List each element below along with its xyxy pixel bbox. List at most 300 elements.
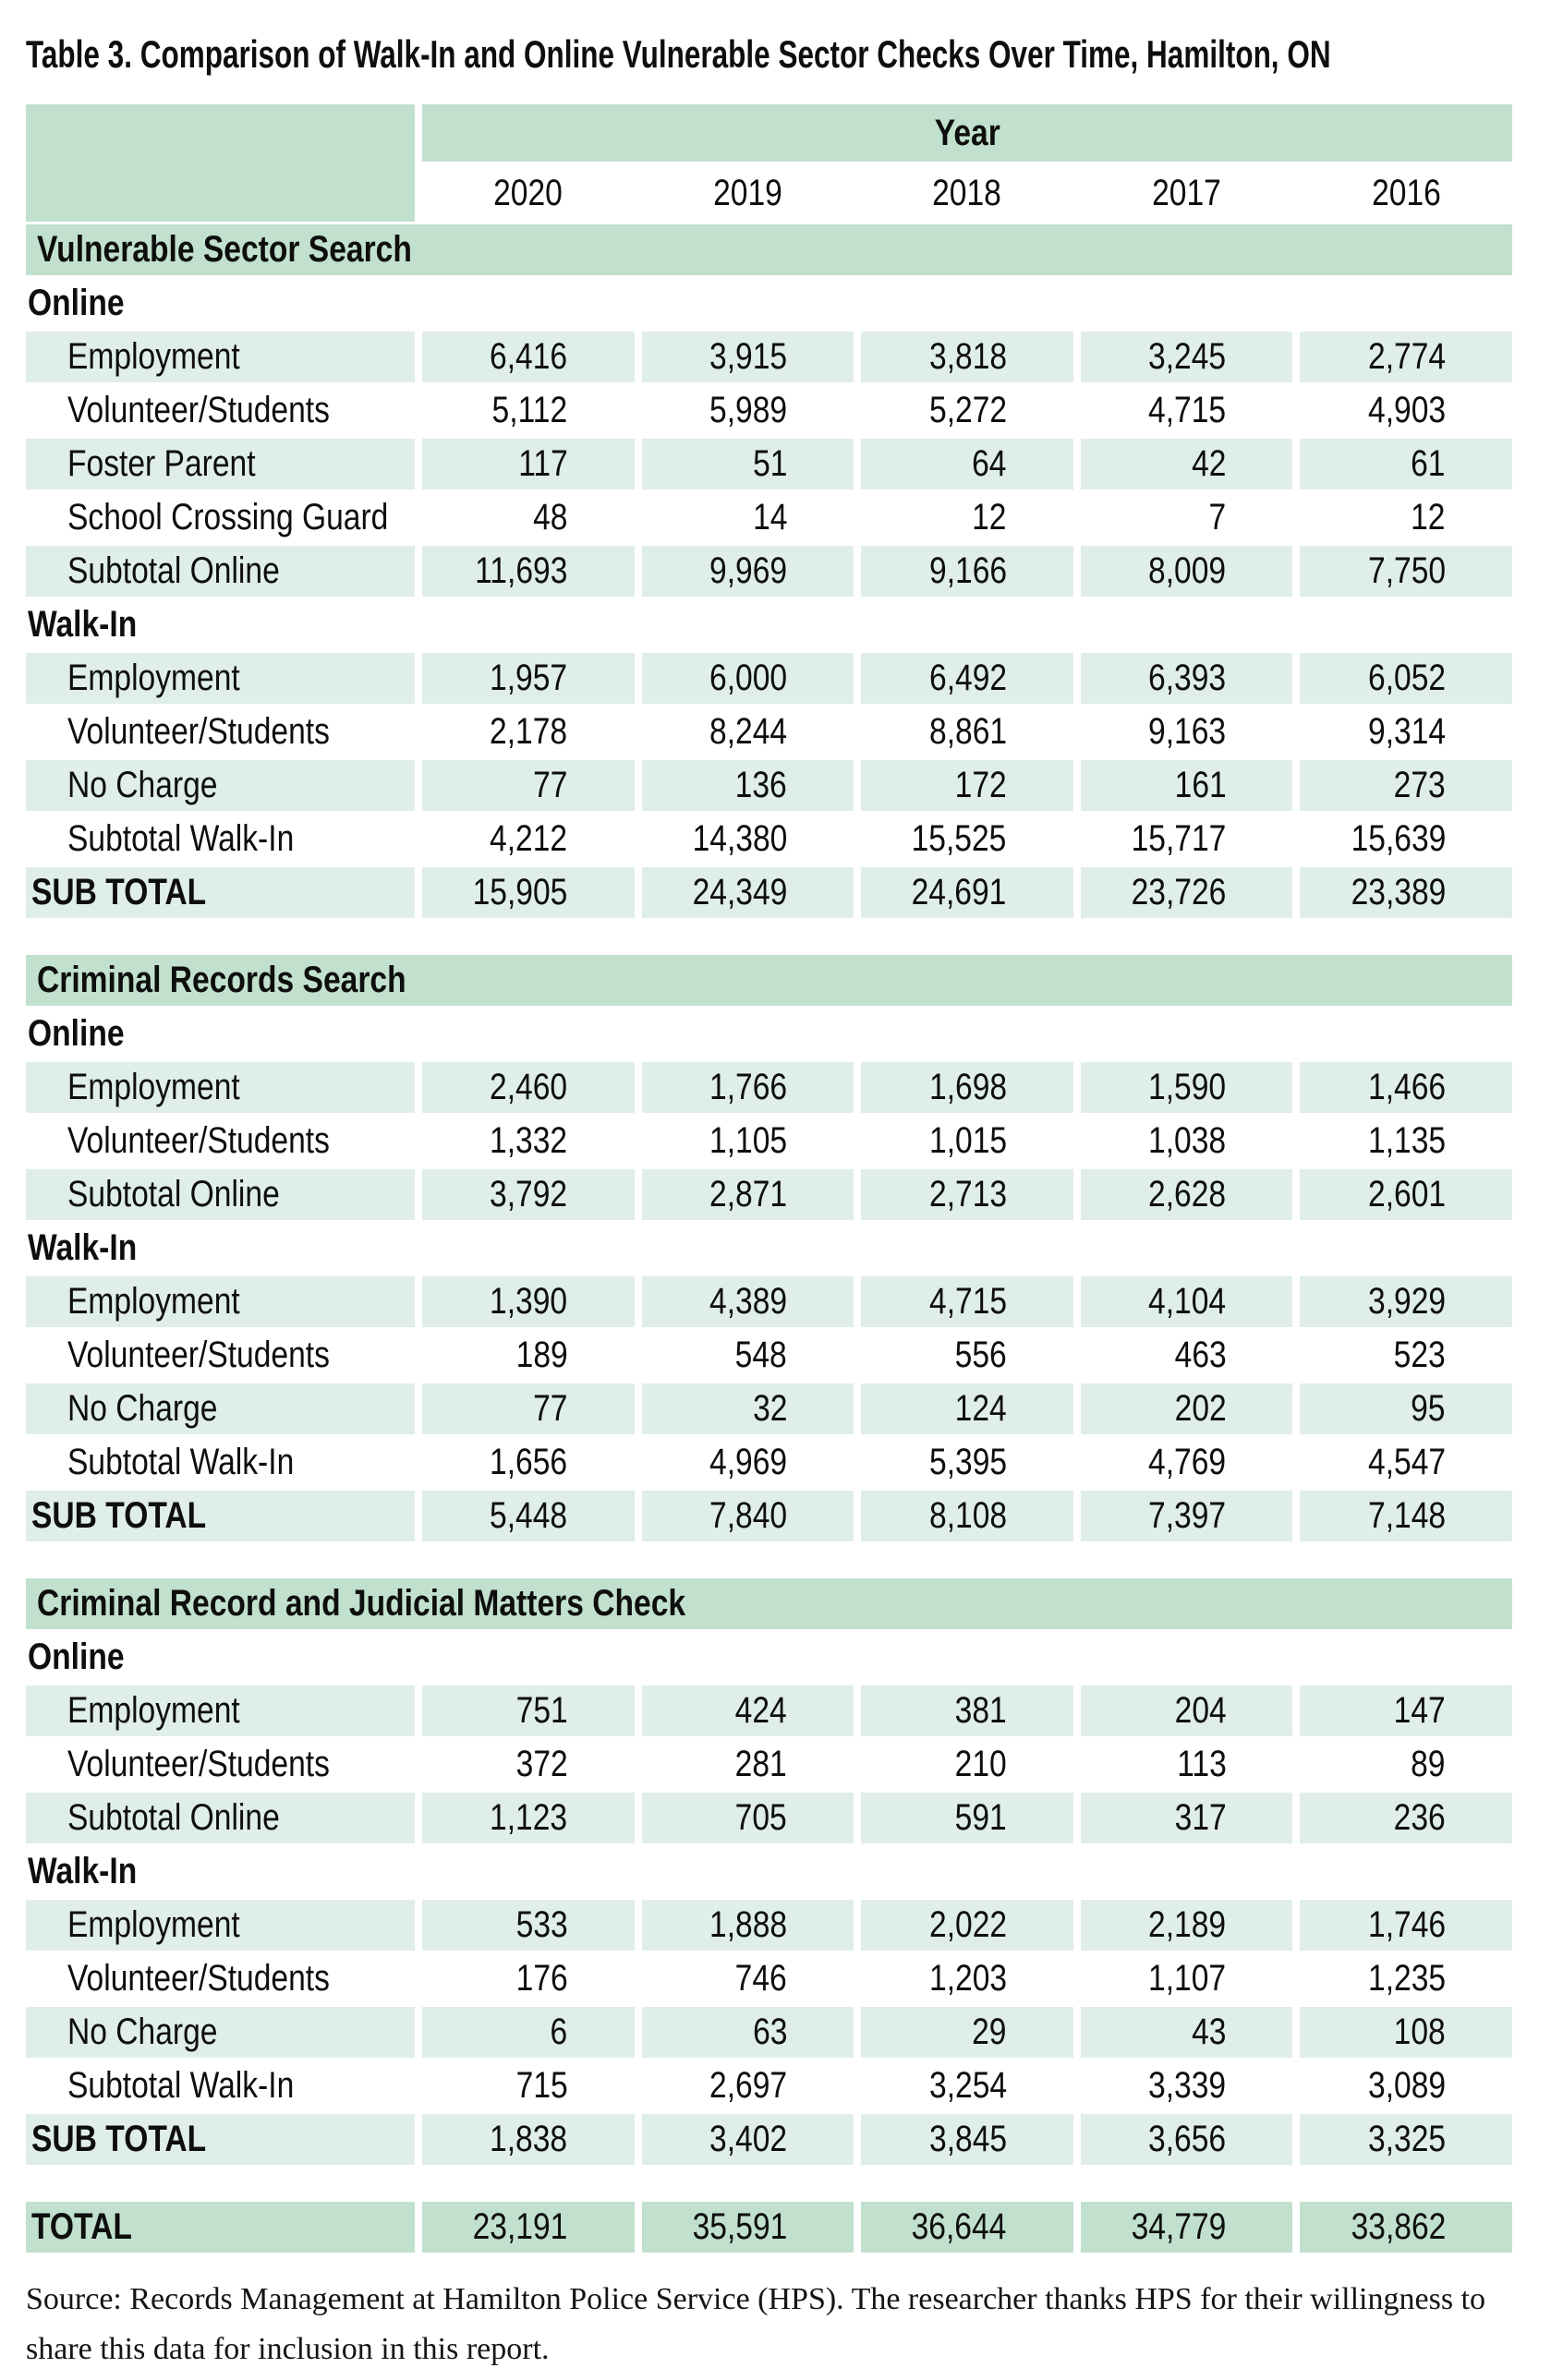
row-value: 2,774 — [1367, 336, 1446, 377]
row-value: 23,726 — [1131, 872, 1227, 912]
row-value-cell — [422, 546, 635, 597]
row-value: 1,105 — [709, 1120, 788, 1161]
row-value-cell — [1081, 760, 1293, 811]
row-value: 1,656 — [490, 1442, 568, 1482]
row-value-cell — [1300, 1953, 1512, 2004]
row-value-cell — [422, 439, 635, 489]
row-label: Employment — [67, 658, 240, 698]
row-label: No Charge — [67, 1388, 218, 1429]
row-value-cell — [861, 1793, 1073, 1843]
row-value: 9,969 — [709, 550, 788, 591]
row-label: Subtotal Online — [67, 1174, 280, 1214]
row-value: 2,601 — [1367, 1174, 1446, 1214]
row-value-cell — [1081, 2060, 1293, 2111]
row-value-cell — [1300, 707, 1512, 757]
row-value: 2,871 — [709, 1174, 788, 1214]
row-value: 3,325 — [1367, 2119, 1446, 2159]
row-value: 4,389 — [709, 1281, 788, 1322]
row-value-cell — [861, 492, 1073, 543]
row-value: 3,254 — [928, 2065, 1007, 2106]
row-label-cell — [26, 2060, 415, 2111]
row-value-cell — [1081, 2114, 1293, 2165]
row-value: 236 — [1393, 1797, 1446, 1838]
row-value-cell — [1081, 653, 1293, 704]
row-value: 1,332 — [490, 1120, 568, 1161]
row-value-cell — [1300, 1383, 1512, 1434]
row-value: 1,838 — [490, 2119, 568, 2159]
row-value: 124 — [954, 1388, 1007, 1429]
row-value: 176 — [515, 1958, 568, 1999]
row-value-cell — [1300, 1276, 1512, 1327]
row-value: 533 — [515, 1904, 568, 1945]
row-label-cell — [26, 707, 415, 757]
row-value: 161 — [1174, 765, 1227, 805]
year-column-2018 — [861, 164, 1073, 222]
row-value: 2,460 — [490, 1067, 568, 1107]
total-value: 34,779 — [1131, 2206, 1227, 2247]
row-value: 3,089 — [1367, 2065, 1446, 2106]
row-value-cell — [642, 2007, 854, 2058]
table-row — [26, 1900, 1512, 1951]
row-value-cell — [422, 1062, 635, 1113]
row-value: 7 — [1208, 497, 1227, 538]
row-value-cell — [1300, 2114, 1512, 2165]
row-value: 61 — [1411, 443, 1446, 484]
total-value: 36,644 — [912, 2206, 1007, 2247]
row-value-cell — [1081, 814, 1293, 864]
row-value: 8,009 — [1148, 550, 1227, 591]
row-value-cell — [1300, 439, 1512, 489]
row-label-cell — [26, 2114, 415, 2165]
table-row — [26, 1437, 1512, 1488]
row-value: 89 — [1411, 1744, 1446, 1784]
row-value-cell — [1081, 1169, 1293, 1220]
row-label: No Charge — [67, 765, 218, 805]
row-label-cell — [26, 1793, 415, 1843]
row-value-cell — [1300, 2007, 1512, 2058]
row-value-cell — [1081, 492, 1293, 543]
total-value-cell — [861, 2202, 1073, 2253]
row-value: 14,380 — [692, 818, 788, 859]
subsection-heading-label: Walk-In — [28, 604, 138, 645]
header-year-group — [422, 104, 1512, 222]
row-label: School Crossing Guard — [67, 497, 389, 538]
row-value-cell — [642, 707, 854, 757]
table-title — [26, 0, 1512, 78]
table-row — [26, 1793, 1512, 1843]
row-value-cell — [861, 867, 1073, 918]
table-row — [26, 1953, 1512, 2004]
row-value: 2,178 — [490, 711, 568, 752]
row-value-cell — [422, 1953, 635, 2004]
row-value: 32 — [752, 1388, 788, 1429]
section-header-label: Criminal Records Search — [37, 960, 406, 1000]
row-value-cell — [861, 760, 1073, 811]
row-value: 1,746 — [1367, 1904, 1446, 1945]
year-band-label: Year — [934, 112, 1000, 153]
table-row — [26, 332, 1512, 382]
table-row — [26, 1739, 1512, 1790]
row-label: Volunteer/Students — [67, 390, 330, 430]
row-label-cell — [26, 1383, 415, 1434]
row-label-cell — [26, 760, 415, 811]
table-row — [26, 439, 1512, 489]
row-value: 6,000 — [709, 658, 788, 698]
row-value: 705 — [735, 1797, 788, 1838]
row-value-cell — [422, 1116, 635, 1166]
row-value: 715 — [515, 2065, 568, 2106]
row-value: 2,697 — [709, 2065, 788, 2106]
row-label-cell — [26, 1116, 415, 1166]
table-row — [26, 2060, 1512, 2111]
section-spacer — [26, 2168, 1512, 2202]
total-value-cell — [1081, 2202, 1293, 2253]
section-header — [26, 224, 1512, 275]
table-row — [26, 1276, 1512, 1327]
year-column-2019 — [642, 164, 854, 222]
row-label: Volunteer/Students — [67, 1335, 330, 1375]
row-value-cell — [1300, 814, 1512, 864]
subsection-heading-label: Walk-In — [28, 1851, 138, 1891]
row-value-cell — [422, 867, 635, 918]
row-value-cell — [422, 814, 635, 864]
row-value-cell — [1300, 1900, 1512, 1951]
row-value: 281 — [735, 1744, 788, 1784]
row-label: Subtotal Online — [67, 1797, 280, 1838]
row-value: 42 — [1191, 443, 1227, 484]
row-value-cell — [422, 760, 635, 811]
row-value: 117 — [518, 443, 568, 484]
section-header — [26, 955, 1512, 1006]
row-value-cell — [1300, 1437, 1512, 1488]
row-value-cell — [861, 1491, 1073, 1541]
row-value-cell — [642, 1793, 854, 1843]
row-value: 7,840 — [709, 1495, 788, 1536]
row-value: 43 — [1191, 2012, 1227, 2052]
row-value: 9,314 — [1367, 711, 1446, 752]
row-label: Employment — [67, 1067, 240, 1107]
row-value: 6,052 — [1367, 658, 1446, 698]
row-value: 381 — [954, 1690, 1007, 1731]
row-value: 2,189 — [1148, 1904, 1227, 1945]
row-value-cell — [1300, 1062, 1512, 1113]
subsection-heading — [26, 1632, 1512, 1683]
row-value-cell — [861, 1437, 1073, 1488]
row-value: 7,148 — [1367, 1495, 1446, 1536]
section-header — [26, 1578, 1512, 1629]
table-row — [26, 1062, 1512, 1113]
row-value-cell — [861, 2114, 1073, 2165]
table-row — [26, 492, 1512, 543]
row-value-cell — [422, 1739, 635, 1790]
row-value: 1,390 — [490, 1281, 568, 1322]
row-value-cell — [1081, 546, 1293, 597]
row-value-cell — [422, 2114, 635, 2165]
row-label-cell — [26, 1276, 415, 1327]
row-value-cell — [861, 1900, 1073, 1951]
row-value: 3,845 — [928, 2119, 1007, 2159]
row-value-cell — [1081, 1739, 1293, 1790]
row-value: 5,272 — [928, 390, 1007, 430]
row-value-cell — [422, 1491, 635, 1541]
row-value: 48 — [533, 497, 568, 538]
row-value: 6,393 — [1148, 658, 1227, 698]
row-value-cell — [642, 867, 854, 918]
row-value-cell — [861, 2007, 1073, 2058]
row-label: Subtotal Walk-In — [67, 1442, 295, 1482]
row-value-cell — [1300, 867, 1512, 918]
table-row — [26, 2114, 1512, 2165]
row-value-cell — [1081, 1383, 1293, 1434]
row-value: 1,888 — [709, 1904, 788, 1945]
row-value: 273 — [1393, 765, 1446, 805]
total-row — [26, 2202, 1512, 2253]
row-value: 11,693 — [475, 550, 568, 591]
row-label-cell — [26, 332, 415, 382]
row-value: 4,715 — [1148, 390, 1227, 430]
row-value-cell — [861, 1062, 1073, 1113]
row-value: 9,166 — [928, 550, 1007, 591]
row-value-cell — [1081, 1685, 1293, 1736]
row-value-cell — [1081, 1330, 1293, 1381]
row-value: 3,656 — [1148, 2119, 1227, 2159]
row-value-cell — [861, 439, 1073, 489]
row-label-cell — [26, 1437, 415, 1488]
row-value: 4,104 — [1148, 1281, 1227, 1322]
row-value: 23,389 — [1351, 872, 1446, 912]
row-label: Volunteer/Students — [67, 1958, 330, 1999]
years-row — [422, 164, 1512, 222]
row-value: 1,135 — [1367, 1120, 1446, 1161]
row-value: 9,163 — [1148, 711, 1227, 752]
year-label: 2019 — [713, 172, 782, 213]
year-band — [422, 104, 1512, 162]
section-header-label: Vulnerable Sector Search — [37, 229, 412, 270]
row-value: 523 — [1393, 1335, 1446, 1375]
table-title-text: Table 3. Comparison of Walk-In and Online Vulnerable Sector Checks Over Time, Hamilton, ON — [26, 32, 1331, 76]
row-value-cell — [1300, 760, 1512, 811]
row-value-cell — [1300, 1330, 1512, 1381]
row-label: Foster Parent — [67, 443, 256, 484]
row-value: 372 — [515, 1744, 568, 1784]
row-value: 463 — [1174, 1335, 1227, 1375]
row-value: 136 — [735, 765, 788, 805]
row-value-cell — [642, 1330, 854, 1381]
row-value-cell — [1081, 1276, 1293, 1327]
row-value-cell — [861, 814, 1073, 864]
table-row — [26, 385, 1512, 436]
total-label-cell — [26, 2202, 415, 2253]
row-value: 5,448 — [490, 1495, 568, 1536]
row-value-cell — [642, 1953, 854, 2004]
row-value-cell — [861, 2060, 1073, 2111]
row-value-cell — [861, 546, 1073, 597]
subsection-heading — [26, 1009, 1512, 1059]
row-value-cell — [422, 1169, 635, 1220]
row-label-cell — [26, 1169, 415, 1220]
row-label: Employment — [67, 336, 240, 377]
row-label-cell — [26, 1685, 415, 1736]
row-label-cell — [26, 814, 415, 864]
row-label: Volunteer/Students — [67, 1120, 330, 1161]
row-label: Subtotal Walk-In — [67, 818, 295, 859]
subsection-heading — [26, 278, 1512, 329]
row-value-cell — [1081, 867, 1293, 918]
row-value: 556 — [954, 1335, 1007, 1375]
row-value-cell — [422, 492, 635, 543]
subsection-heading-label: Online — [28, 283, 125, 323]
row-label-cell — [26, 546, 415, 597]
row-label: SUB TOTAL — [31, 872, 207, 912]
row-value: 5,395 — [928, 1442, 1007, 1482]
row-value-cell — [1081, 1491, 1293, 1541]
row-value-cell — [861, 1169, 1073, 1220]
row-label-cell — [26, 867, 415, 918]
row-value-cell — [1300, 1491, 1512, 1541]
row-value: 15,525 — [912, 818, 1007, 859]
row-value-cell — [1081, 1953, 1293, 2004]
row-value-cell — [642, 1116, 854, 1166]
row-value: 204 — [1174, 1690, 1227, 1731]
row-value-cell — [861, 1953, 1073, 2004]
row-value: 4,212 — [490, 818, 568, 859]
row-label: SUB TOTAL — [31, 1495, 207, 1536]
row-value-cell — [1081, 1116, 1293, 1166]
row-value: 3,915 — [709, 336, 788, 377]
row-value-cell — [642, 814, 854, 864]
section-header-label: Criminal Record and Judicial Matters Check — [37, 1583, 686, 1624]
total-value: 35,591 — [692, 2206, 788, 2247]
row-value-cell — [1300, 1169, 1512, 1220]
row-value: 4,547 — [1367, 1442, 1446, 1482]
row-value: 6,416 — [490, 336, 568, 377]
row-value-cell — [642, 546, 854, 597]
row-value: 424 — [735, 1690, 788, 1731]
row-value: 3,339 — [1148, 2065, 1227, 2106]
table-row — [26, 1685, 1512, 1736]
row-value-cell — [422, 2007, 635, 2058]
row-value-cell — [422, 1437, 635, 1488]
table-row — [26, 760, 1512, 811]
row-value-cell — [1300, 1685, 1512, 1736]
row-value-cell — [642, 2060, 854, 2111]
table-row — [26, 1169, 1512, 1220]
row-value-cell — [1300, 653, 1512, 704]
row-value: 1,466 — [1367, 1067, 1446, 1107]
year-label: 2020 — [493, 172, 563, 213]
subsection-heading-label: Online — [28, 1637, 125, 1677]
row-label: Employment — [67, 1281, 240, 1322]
row-label-cell — [26, 1953, 415, 2004]
subsection-heading-label: Online — [28, 1013, 125, 1054]
table-row — [26, 1383, 1512, 1434]
row-value: 548 — [735, 1335, 788, 1375]
year-label: 2017 — [1152, 172, 1221, 213]
row-value: 3,245 — [1148, 336, 1227, 377]
row-value-cell — [642, 653, 854, 704]
row-value: 210 — [954, 1744, 1007, 1784]
row-value-cell — [1081, 332, 1293, 382]
row-value-cell — [642, 492, 854, 543]
row-value-cell — [861, 1685, 1073, 1736]
row-value-cell — [861, 332, 1073, 382]
header-corner-cell — [26, 104, 415, 222]
row-value: 5,112 — [491, 390, 568, 430]
row-value-cell — [1300, 332, 1512, 382]
section-spacer — [26, 921, 1512, 955]
row-value: 14 — [752, 497, 788, 538]
row-value: 4,969 — [709, 1442, 788, 1482]
row-value-cell — [642, 1739, 854, 1790]
row-value: 1,123 — [490, 1797, 568, 1838]
row-value: 4,769 — [1148, 1442, 1227, 1482]
row-label: Volunteer/Students — [67, 1744, 330, 1784]
total-value: 23,191 — [472, 2206, 568, 2247]
row-label-cell — [26, 653, 415, 704]
row-value-cell — [1300, 1116, 1512, 1166]
row-label-cell — [26, 1062, 415, 1113]
row-value: 15,639 — [1351, 818, 1446, 859]
row-value: 172 — [954, 765, 1007, 805]
row-value-cell — [861, 385, 1073, 436]
row-value: 8,861 — [928, 711, 1007, 752]
row-value-cell — [861, 1276, 1073, 1327]
table-row — [26, 546, 1512, 597]
row-value: 751 — [515, 1690, 568, 1731]
total-value-cell — [422, 2202, 635, 2253]
row-value-cell — [861, 1330, 1073, 1381]
table-body — [26, 224, 1512, 2202]
row-value-cell — [642, 1276, 854, 1327]
table-row — [26, 867, 1512, 918]
subsection-heading — [26, 1223, 1512, 1274]
row-value-cell — [861, 1739, 1073, 1790]
row-value-cell — [642, 1437, 854, 1488]
row-value-cell — [642, 439, 854, 489]
row-value: 8,244 — [709, 711, 788, 752]
row-label-cell — [26, 492, 415, 543]
row-value-cell — [422, 1793, 635, 1843]
row-value: 2,628 — [1148, 1174, 1227, 1214]
row-value-cell — [642, 1900, 854, 1951]
row-value-cell — [861, 1116, 1073, 1166]
row-value: 746 — [735, 1958, 788, 1999]
year-column-2017 — [1081, 164, 1293, 222]
row-label: Subtotal Online — [67, 550, 280, 591]
row-value: 202 — [1174, 1388, 1227, 1429]
row-value: 1,698 — [928, 1067, 1007, 1107]
row-value-cell — [861, 1383, 1073, 1434]
row-value: 7,397 — [1148, 1495, 1227, 1536]
subsection-heading-label: Walk-In — [28, 1227, 138, 1268]
source-note: Source: Records Management at Hamilton Police Service (HPS). The researcher thanks HPS for their willingness to share this data for inclusion in this report. — [26, 2282, 1486, 2366]
row-label-cell — [26, 1900, 415, 1951]
total-value-cell — [642, 2202, 854, 2253]
row-value-cell — [422, 385, 635, 436]
year-label: 2016 — [1371, 172, 1441, 213]
table-row — [26, 2007, 1512, 2058]
row-value: 51 — [752, 443, 788, 484]
row-value: 15,717 — [1131, 818, 1227, 859]
row-label-cell — [26, 2007, 415, 2058]
row-value: 1,107 — [1148, 1958, 1227, 1999]
row-value-cell — [642, 332, 854, 382]
page — [26, 0, 1512, 2374]
row-value: 24,691 — [912, 872, 1007, 912]
row-value-cell — [422, 2060, 635, 2111]
row-value: 1,235 — [1367, 1958, 1446, 1999]
row-value: 63 — [752, 2012, 788, 2052]
